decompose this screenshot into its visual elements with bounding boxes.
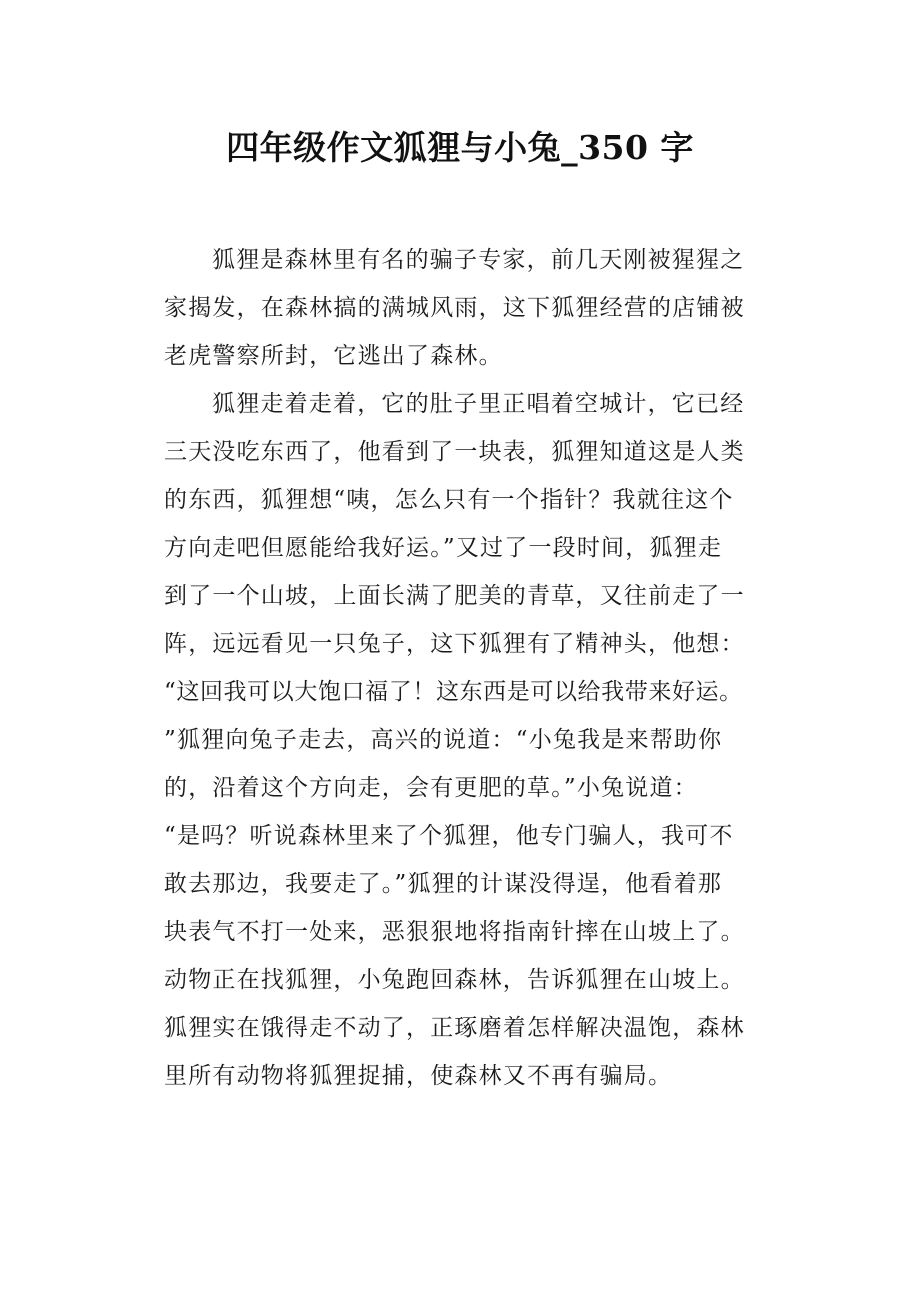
text-line: 老虎警察所封，它逃出了森林。 bbox=[164, 343, 503, 369]
text-line: 敢去那边，我要走了。”狐狸的计谋没得逞，他看着那 bbox=[164, 871, 723, 897]
text-line: ”狐狸向兔子走去，高兴的说道：“小兔我是来帮助你 bbox=[164, 727, 723, 753]
text-line: 的，沿着这个方向走，会有更肥的草。”小兔说道： bbox=[164, 775, 698, 801]
text-line: 狐狸实在饿得走不动了，正琢磨着怎样解决温饱，森林 bbox=[164, 1015, 745, 1041]
text-line: 块表气不打一处来，恶狠狠地将指南针摔在山坡上了。 bbox=[164, 919, 745, 945]
text-line: 到了一个山坡，上面长满了肥美的青草，又往前走了一 bbox=[164, 583, 745, 609]
text-line: 动物正在找狐狸，小兔跑回森林，告诉狐狸在山坡上。 bbox=[164, 967, 745, 993]
text-line: 的东西，狐狸想“咦，怎么只有一个指针？我就往这个 bbox=[164, 487, 734, 513]
page-title: 四年级作文狐狸与小兔_350 字 bbox=[226, 128, 694, 167]
text-line: “是吗？听说森林里来了个狐狸，他专门骗人，我可不 bbox=[164, 823, 734, 849]
text-line: 狐狸走着走着，它的肚子里正唱着空城计，它已经 bbox=[212, 391, 745, 417]
text-line: “这回我可以大饱口福了！这东西是可以给我带来好运。 bbox=[164, 679, 743, 705]
text-line: 家揭发，在森林搞的满城风雨，这下狐狸经营的店铺被 bbox=[164, 295, 745, 321]
text-line: 里所有动物将狐狸捉捕，使森林又不再有骗局。 bbox=[164, 1063, 673, 1089]
text-line: 三天没吃东西了，他看到了一块表，狐狸知道这是人类 bbox=[164, 439, 745, 465]
text-line: 方向走吧但愿能给我好运。”又过了一段时间，狐狸走 bbox=[164, 535, 723, 561]
text-line: 阵，远远看见一只兔子，这下狐狸有了精神头，他想： bbox=[164, 631, 745, 657]
text-line: 狐狸是森林里有名的骗子专家，前几天刚被猩猩之 bbox=[212, 247, 745, 273]
